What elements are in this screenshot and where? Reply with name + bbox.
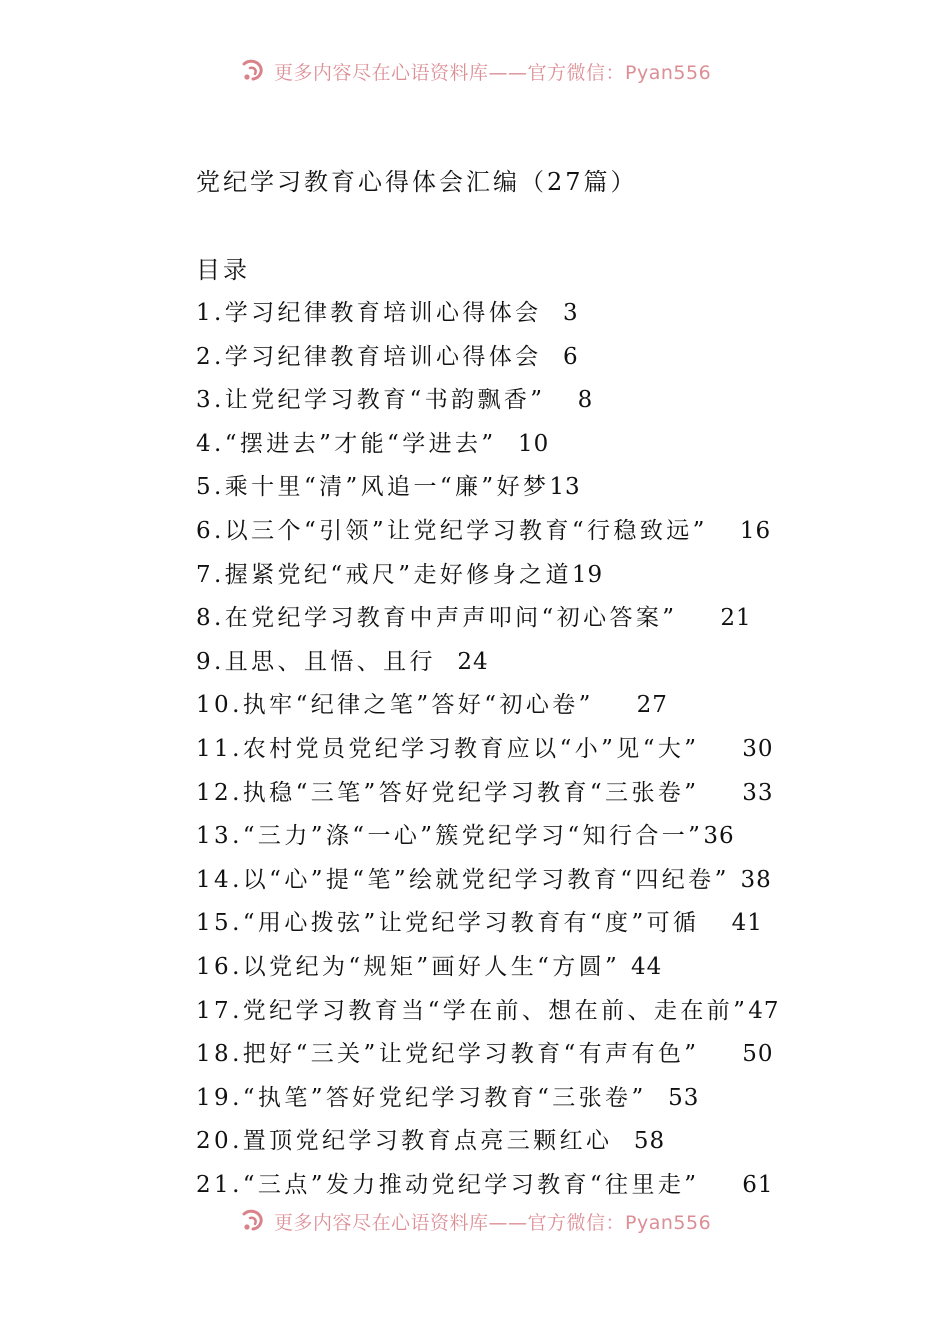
toc-entry[interactable] [196, 1077, 780, 1121]
toc-entry-spacer [542, 344, 563, 370]
toc-entry-title: 8.在党纪学习教育中声声叩问“初心答案” [196, 605, 678, 632]
document-title: 党纪学习教育心得体会汇编（27篇） [196, 168, 638, 196]
toc-entry-title: 6.以三个“引领”让党纪学习教育“行稳致远” [196, 517, 708, 544]
toc-entry-page-number: 36 [703, 823, 735, 850]
toc-entry[interactable] [196, 466, 780, 510]
toc-entry-spacer [497, 431, 518, 457]
toc-entry-title: 19.“执笔”答好党纪学习教育“三张卷” [196, 1084, 647, 1111]
toc-entry-page-number: 30 [742, 735, 774, 762]
toc-entry[interactable] [196, 859, 780, 903]
toc-entry-page-number: 41 [731, 910, 763, 937]
toc-entry-title: 15.“用心拨弦”让党纪学习教育有“度”可循 [196, 910, 700, 937]
toc-entry-page-number: 50 [742, 1041, 774, 1068]
toc-entry-page-number: 61 [742, 1171, 774, 1198]
toc-entry-title: 17.党纪学习教育当“学在前、想在前、走在前” [196, 997, 749, 1024]
toc-entry-page-number: 24 [457, 648, 489, 675]
toc-entry-page-number: 53 [668, 1084, 700, 1111]
toc-entry-title: 2.学习纪律教育培训心得体会 [196, 343, 542, 370]
toc-entry-title: 16.以党纪为“规矩”画好人生“方圆” [196, 953, 621, 980]
toc-entry-page-number: 13 [549, 474, 581, 501]
toc-entry-spacer [677, 605, 720, 631]
toc-entry-spacer [699, 1041, 742, 1067]
toc-entry[interactable] [196, 902, 780, 946]
toc-entry[interactable] [196, 379, 780, 423]
toc-entry-spacer [612, 1128, 633, 1154]
toc-entry-title: 11.农村党员党纪学习教育应以“小”见“大” [196, 735, 700, 762]
toc-entry-page-number: 44 [630, 953, 663, 980]
toc-entry-page-number: 19 [571, 561, 604, 588]
toc-entry-page-number: 27 [636, 692, 668, 719]
watermark-text: 更多内容尽在心语资料库——官方微信：Pyan556 [274, 1211, 712, 1234]
toc-entry[interactable] [196, 772, 780, 816]
watermark-text: 更多内容尽在心语资料库——官方微信：Pyan556 [274, 61, 712, 84]
toc-entry-title: 14.以“心”提“笔”绘就党纪学习教育“四纪卷” [196, 866, 730, 893]
toc-entry-page-number: 47 [748, 997, 780, 1024]
toc-entry-page-number: 6 [562, 343, 579, 370]
toc-entry-spacer [699, 736, 742, 762]
toc-entry-title: 20.置顶党纪学习教育点亮三颗红心 [196, 1128, 613, 1155]
toc-entry-spacer [647, 1085, 668, 1111]
toc-entry-spacer [708, 518, 740, 544]
toc-entry-spacer [620, 954, 631, 980]
toc-entry-spacer [545, 387, 577, 413]
toc-entry[interactable] [196, 641, 780, 685]
table-of-contents [196, 292, 780, 1207]
toc-entry[interactable] [196, 554, 780, 598]
toc-entry-page-number: 3 [562, 300, 579, 326]
toc-entry[interactable] [196, 423, 780, 467]
toc-entry-page-number: 38 [740, 866, 772, 893]
toc-entry-page-number: 21 [720, 605, 752, 632]
toc-entry-spacer [594, 692, 637, 718]
toc-entry-page-number: 8 [577, 387, 594, 414]
toc-entry-title: 1.学习纪律教育培训心得体会 [196, 300, 542, 326]
toc-entry-spacer [699, 1172, 742, 1198]
toc-entry-title: 18.把好“三关”让党纪学习教育“有声有色” [196, 1041, 700, 1068]
watermark-footer [240, 1206, 720, 1236]
toc-entry-spacer [542, 300, 563, 326]
toc-entry-spacer [699, 780, 742, 806]
toc-entry[interactable] [196, 728, 780, 772]
toc-entry[interactable] [196, 990, 780, 1034]
toc-entry-page-number: 33 [742, 779, 774, 806]
toc-heading: 目录 [196, 256, 250, 284]
toc-entry-spacer [699, 910, 731, 936]
toc-entry[interactable] [196, 336, 780, 380]
watermark-header [240, 56, 720, 86]
toc-entry[interactable] [196, 1120, 780, 1164]
toc-entry[interactable] [196, 684, 780, 728]
watermark-logo-icon [240, 1208, 268, 1234]
toc-entry[interactable] [196, 292, 780, 336]
toc-entry-title: 21.“三点”发力推动党纪学习教育“往里走” [196, 1171, 700, 1198]
toc-entry[interactable] [196, 1164, 780, 1208]
toc-entry-page-number: 16 [739, 517, 772, 544]
toc-entry-title: 4.“摆进去”才能“学进去” [196, 430, 497, 457]
toc-entry-page-number: 58 [633, 1128, 666, 1155]
toc-entry[interactable] [196, 597, 780, 641]
toc-entry-title: 5.乘十里“清”风追一“廉”好梦 [196, 474, 550, 501]
toc-entry-title: 13.“三力”涤“一心”簇党纪学习“知行合一” [196, 823, 704, 850]
toc-entry-title: 9.且思、且悟、且行 [196, 648, 436, 675]
toc-entry-title: 3.让党纪学习教育“书韵飘香” [196, 387, 546, 414]
toc-entry-title: 12.执稳“三笔”答好党纪学习教育“三张卷” [196, 779, 700, 806]
toc-entry[interactable] [196, 815, 780, 859]
toc-entry-title: 10.执牢“纪律之笔”答好“初心卷” [196, 692, 594, 719]
toc-entry[interactable] [196, 946, 780, 990]
watermark-logo-icon [240, 58, 268, 84]
toc-entry[interactable] [196, 1033, 780, 1077]
toc-entry-spacer [436, 649, 457, 675]
toc-entry[interactable] [196, 510, 780, 554]
toc-entry-page-number: 10 [518, 430, 550, 457]
toc-entry-title: 7.握紧党纪“戒尺”走好修身之道 [196, 561, 572, 588]
toc-entry-spacer [730, 867, 741, 893]
